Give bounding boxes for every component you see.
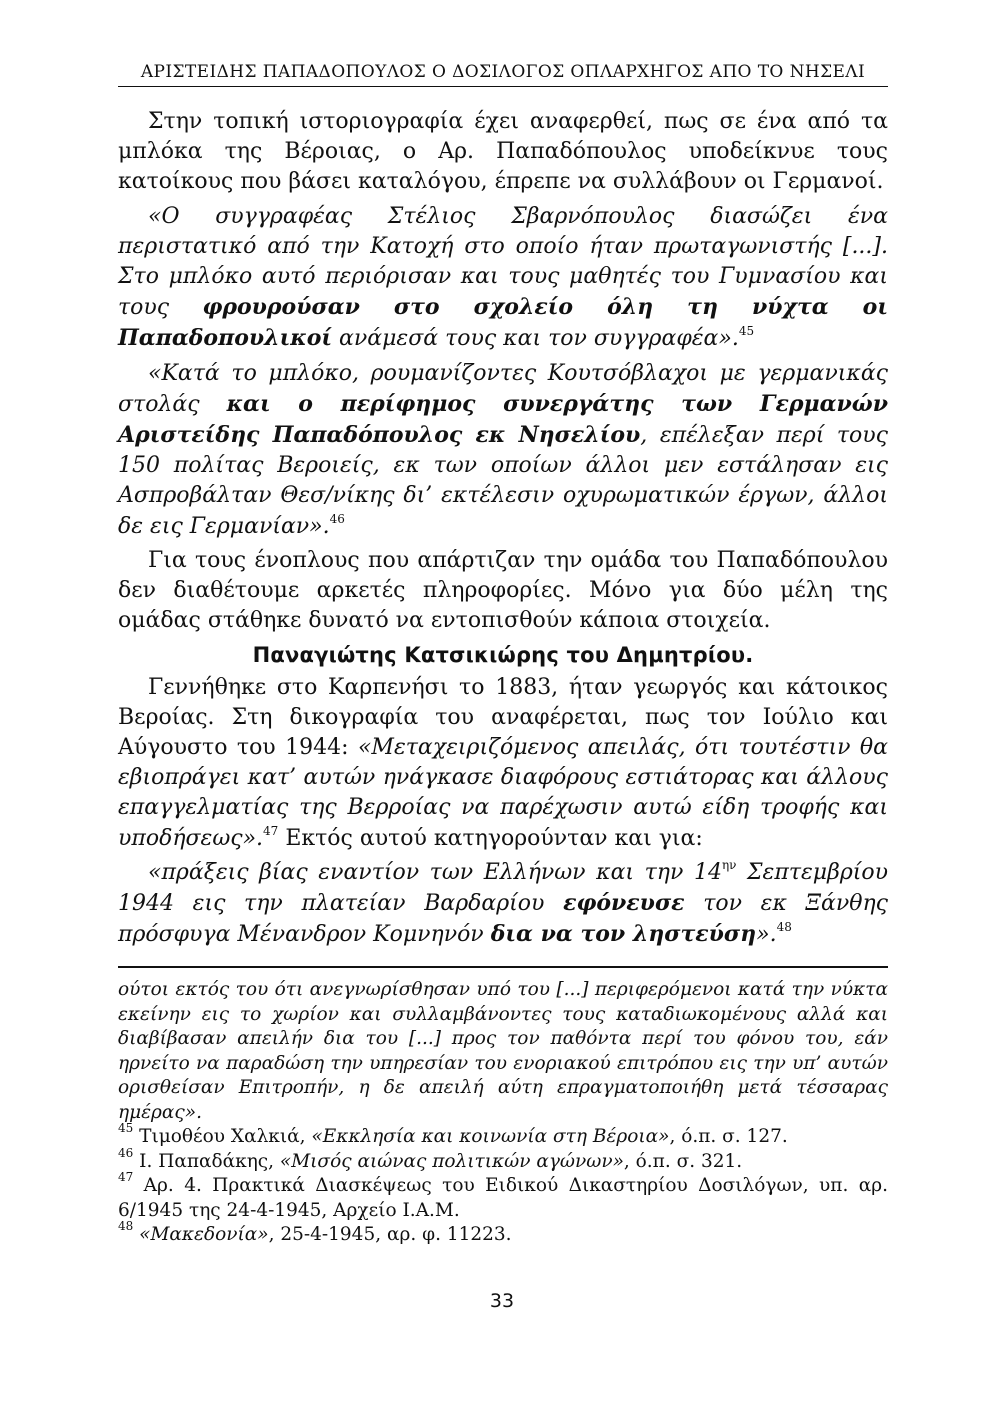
footnote-text: , ό.π. σ. 321. <box>623 1150 743 1172</box>
text: Γεννήθηκε στο Καρπενήσι το 1883, ήταν γεωργός και κάτοικος Βεροίας. Στη δικογραφία του αναφέρεται, πως τον Ιούλιο και Αύγουστο του 1944: <box>118 674 888 761</box>
footnote-text: Τιμοθέου Χαλκιά, <box>133 1126 312 1148</box>
footnotes <box>118 978 888 1248</box>
footnote-48 <box>118 1219 888 1248</box>
quote-emphasis: εφόνευσε <box>563 890 685 917</box>
ordinal-suffix: ην <box>721 857 737 872</box>
quote-text: «πράξεις βίας εναντίον των Ελλήνων και την 14 <box>148 859 722 885</box>
footnote-number: 48 <box>118 1219 134 1234</box>
running-header: ΑΡΙΣΤΕΙΔΗΣ ΠΑΠΑΔΟΠΟΥΛΟΣ Ο ΔΟΣΙΛΟΓΟΣ ΟΠΛΑΡΧΗΓΟΣ ΑΠΟ ΤΟ ΝΗΣΕΛΙ <box>118 62 888 87</box>
footnote-text: , 25-4-1945, αρ. φ. 11223. <box>268 1224 512 1246</box>
footnote-number: 47 <box>118 1170 134 1185</box>
text-end: Εκτός αυτού κατηγορούνταν και για: <box>278 825 703 851</box>
section-heading: Παναγιώτης Κατσικιώρης του Δημητρίου. <box>252 643 754 668</box>
footnote-text: Αρ. 4. Πρακτικά Διασκέψεως του Ειδικού Δικαστηρίου Δοσιλόγων, υπ. αρ. 6/1945 της 24-4-1945, Αρχείο Ι.Α.Μ. <box>118 1175 888 1221</box>
footnote-ref-48: 48 <box>776 920 792 935</box>
quote-emphasis: δια να τον ληστεύση <box>490 921 757 948</box>
footnote-title: «Μακεδονία» <box>133 1224 269 1246</box>
footnote-ref-47: 47 <box>263 823 279 838</box>
page <box>118 62 888 1248</box>
quote-emphasis: και ο περίφημος συνεργάτης των Γερμανών Αριστείδης Παπαδόπουλος εκ Νησελίου <box>118 390 888 449</box>
quote-text: ». <box>756 922 777 948</box>
paragraph-1: Στην τοπική ιστοριογραφία έχει αναφερθεί, πως σε ένα από τα μπλόκα της Βέροιας, ο Αρ. Παπαδόπουλος υποδείκνυε τους κατοίκους που βάσει καταλόγου, έπρεπε να συλλάβουν οι Γερμανοί. <box>118 109 888 195</box>
footnote-title: «Μισός αιώνας πολιτικών αγώνων» <box>279 1150 624 1172</box>
footnote-text: Ι. Παπαδάκης, <box>133 1150 280 1172</box>
quote-text: «Ο συγγραφέας Στέλιος Σβαρνόπουλος διασώζει ένα περιστατικό από την Κατοχή στο οποίο ήταν πρωταγωνιστής [...]. Στο μπλόκο αυτό περιόρισαν και τους μαθητές του Γυμνασίου και τους <box>118 203 888 321</box>
quote-text: «Κατά το μπλόκο, ρουμανίζοντες Κουτσόβλαχοι με γερμανικάς στολάς <box>118 360 888 417</box>
paragraph-3-quote <box>118 359 888 542</box>
footnote-ref-46: 46 <box>329 511 345 526</box>
paragraph-6-quote <box>118 858 888 951</box>
footnote-rule <box>118 966 888 968</box>
main-text <box>118 107 888 950</box>
quote-text: τον εκ Ξάνθης πρόσφυγα Μένανδρον Κομνηνόν <box>118 891 888 948</box>
page-number: 33 <box>489 1290 515 1312</box>
footnote-title: «Εκκλησία και κοινωνία στη Βέροια» <box>311 1126 670 1148</box>
quote-italic: «Μεταχειριζόμενος απειλάς, ότι τουτέστιν θα εβιοπράγει κατ’ αυτών ηνάγκασε διαφόρους εστιάτορας και άλλους επαγγελματίας της Βερροίας να παρέχωσιν αυτώ είδη τροφής και υποδήσεως». <box>118 735 888 851</box>
footnote-45 <box>118 1121 888 1150</box>
paragraph-4: Για τους ένοπλους που απάρτιζαν την ομάδα του Παπαδόπουλου δεν διαθέτουμε αρκετές πληροφορίες. Μόνο για δύο μέλη της ομάδας στάθηκε δυνατό να εντοπισθούν κάποια στοιχεία. <box>118 547 888 634</box>
footnote-continuation: ούτοι εκτός του ότι ανεγνωρίσθησαν υπό του [...] περιφερόμενοι κατά την νύκτα εκείνην εις το χωρίον και συλλαμβάνοντες τους καταδιωκομένους αλλά και διαβίβασαν απειλήν δια του [...] προς τον παθόντα περί του φόνου του, εάν ηρνείτο να παραδώση την υπηρεσίαν του ενοριακού επιτρόπου εις την υπ’ αυτών ορισθείσαν Επιτροπήν, η δε απειλή αύτη επραγματοποιήθη μετά τέσσαρας ημέρας». <box>118 979 888 1123</box>
footnote-number: 45 <box>118 1121 134 1136</box>
quote-emphasis: φρουρούσαν στο σχολείο όλη τη νύχτα οι Παπαδοπουλικοί <box>118 294 889 352</box>
quote-text-end: , επέλεξαν περί τους 150 πολίτας Βεροιείς, εκ των οποίων άλλοι μεν εστάλησαν εις Ασπροβάλταν Θεσ/νίκης δι’ εκτέλεσιν οχυρωματικών έργων, άλλοι δε εις Γερμανίαν». <box>118 423 888 539</box>
footnote-text: , ό.π. σ. 127. <box>669 1126 788 1148</box>
footnote-number: 46 <box>118 1145 134 1160</box>
footnote-47 <box>118 1170 888 1223</box>
footnote-46 <box>118 1145 888 1175</box>
quote-text: Σεπτεμβρίου 1944 εις την πλατείαν Βαρδαρίου <box>118 859 888 917</box>
paragraph-2-quote <box>118 202 888 355</box>
paragraph-5 <box>118 673 888 854</box>
quote-text-end: ανάμεσά τους και τον συγγραφέα». <box>332 326 739 352</box>
footnote-ref-45: 45 <box>738 324 755 339</box>
